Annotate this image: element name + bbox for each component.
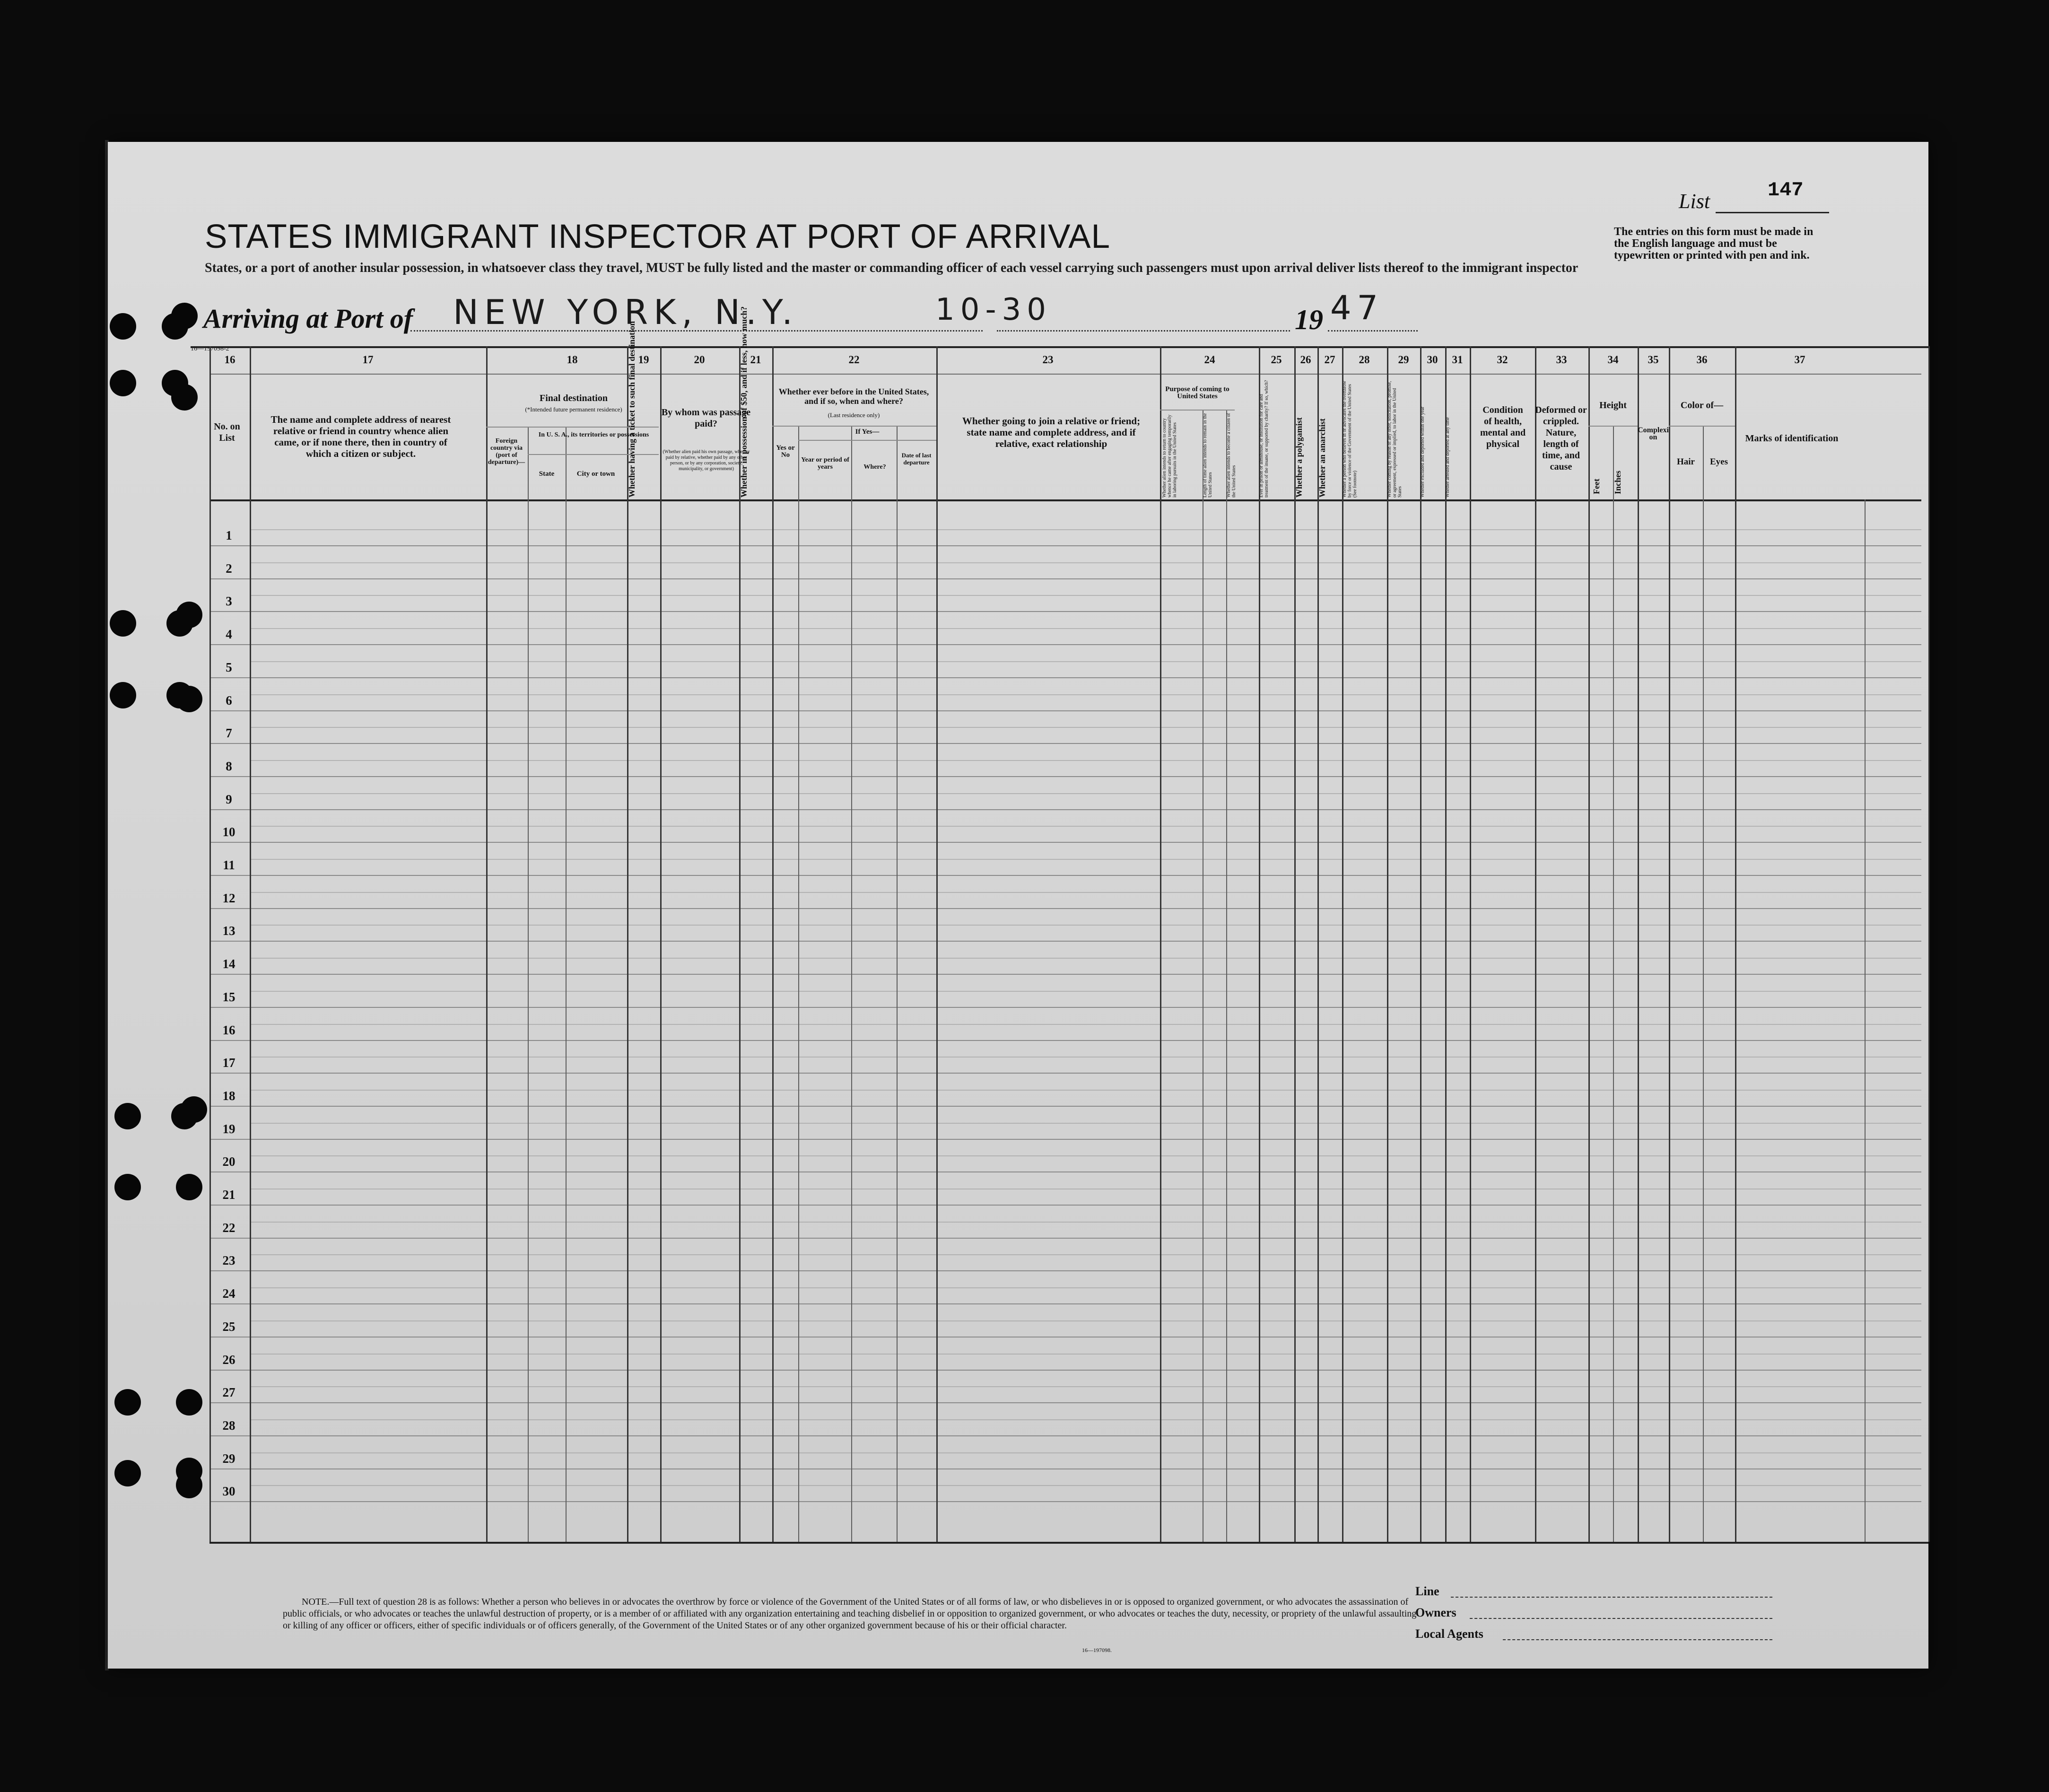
year-line — [1328, 330, 1418, 332]
c22-where: Where? — [863, 463, 886, 471]
row-rule — [209, 809, 1921, 810]
entries-note: The entries on this form must be made in the English language and must be typewritten or printed with pen and ink. — [1614, 226, 1814, 262]
row-subrule — [250, 1354, 1921, 1355]
row-number: 23 — [222, 1253, 235, 1268]
column-number: 34 — [1607, 354, 1619, 366]
table-bottom-rule — [209, 1542, 1928, 1544]
row-subrule — [250, 1485, 1921, 1486]
c24-b: Length of time alien intends to remain in the United States — [1203, 413, 1213, 498]
row-rule — [209, 1435, 1921, 1436]
column-number: 31 — [1452, 354, 1463, 366]
row-subrule — [250, 1386, 1921, 1387]
punch-hole — [110, 610, 136, 637]
column-rule — [1445, 346, 1447, 1542]
row-rule — [209, 611, 1921, 612]
column-number: 23 — [1042, 354, 1054, 366]
row-subrule — [250, 826, 1921, 827]
c20-header: By whom was passage paid? — [661, 407, 751, 429]
c17-header: The name and complete address of nearest relative or friend in country whence alien came, or if none there, then in country of which a citizen or subject. — [270, 414, 451, 459]
column-rule — [1703, 426, 1704, 1542]
c32-header: Condition of health, mental and physical — [1480, 405, 1526, 449]
row-number: 20 — [222, 1154, 235, 1169]
row-number: 29 — [222, 1451, 235, 1466]
row-subrule — [250, 1155, 1921, 1156]
row-number: 17 — [222, 1056, 235, 1070]
row-rule — [209, 545, 1921, 546]
column-rule — [936, 346, 938, 1542]
row-number: 13 — [222, 924, 235, 938]
punch-hole — [114, 1174, 141, 1200]
row-subrule — [250, 793, 1921, 794]
row-subrule — [250, 595, 1921, 596]
c24-subrule — [1160, 410, 1235, 411]
row-number: 11 — [223, 858, 235, 872]
column-number: 28 — [1359, 354, 1370, 366]
row-subrule — [250, 1024, 1921, 1025]
row-subrule — [250, 925, 1921, 926]
row-number: 5 — [226, 660, 232, 674]
punch-hole — [176, 686, 202, 712]
row-subrule — [250, 1254, 1921, 1255]
row-rule — [209, 1139, 1921, 1140]
punch-hole — [176, 1472, 202, 1498]
year-prefix: 19 — [1295, 304, 1323, 335]
row-rule — [209, 1501, 1921, 1502]
c24-c: Whether alien intends to become a citizen of the United States — [1226, 413, 1237, 498]
line-label: Line — [1415, 1584, 1439, 1598]
column-number: 22 — [848, 354, 860, 366]
c18-foreign: Foreign country via (port of departure)— — [488, 437, 525, 466]
row-subrule — [250, 958, 1921, 959]
column-number: 37 — [1794, 354, 1805, 366]
c22-if-yes: If Yes— — [855, 428, 880, 436]
c24-a: Whether alien intends to return to country whence he came after engaging temporarily in laboring pursuits in the United States — [1162, 414, 1177, 498]
c22-yes-no: Yes or No — [776, 444, 795, 459]
row-rule — [209, 941, 1921, 942]
row-rule — [209, 710, 1921, 711]
c37-header: Marks of identification — [1745, 433, 1839, 444]
column-number: 27 — [1324, 354, 1335, 366]
row-subrule — [250, 562, 1921, 563]
column-number: 35 — [1648, 354, 1659, 366]
punch-hole — [114, 1103, 141, 1129]
date-line — [997, 330, 1290, 332]
c22-title: Whether ever before in the United States, and if so, when and where? — [778, 387, 929, 406]
row-rule — [209, 1073, 1921, 1074]
row-number: 7 — [226, 726, 232, 741]
table-top-rule — [191, 346, 1928, 348]
row-rule — [209, 1303, 1921, 1304]
c23-header: Whether going to join a relative or friend; state name and complete address, and if relative, exact relationship — [962, 415, 1141, 449]
row-rule — [209, 1270, 1921, 1271]
column-rule — [897, 426, 898, 1542]
row-number: 22 — [222, 1220, 235, 1235]
column-number: 17 — [362, 354, 374, 366]
column-rule — [1865, 499, 1866, 1542]
row-number: 26 — [222, 1352, 235, 1367]
row-subrule — [250, 1287, 1921, 1288]
column-rule — [1613, 426, 1614, 1542]
c22-ifyes-rule — [798, 440, 936, 441]
row-number: 30 — [222, 1484, 235, 1499]
row-rule — [209, 776, 1921, 777]
row-number: 16 — [222, 1023, 235, 1037]
date-handwritten: 10-30 — [935, 292, 1052, 327]
punch-hole — [110, 682, 136, 708]
column-rule — [1294, 346, 1296, 1542]
row-subrule — [250, 859, 1921, 860]
row-subrule — [250, 529, 1921, 530]
punch-hole — [171, 303, 198, 329]
row-number: 1 — [226, 528, 232, 542]
c18-usa: In U. S. A., its territories or possessions — [538, 431, 649, 438]
c18-title: Final destination — [540, 393, 608, 403]
column-rule — [1735, 346, 1736, 1542]
column-rule — [250, 346, 251, 1542]
row-number: 2 — [226, 561, 232, 576]
row-number: 3 — [226, 594, 232, 609]
punch-hole — [114, 1389, 141, 1416]
agents-field — [1503, 1639, 1772, 1640]
line-field — [1451, 1597, 1772, 1598]
c34-title: Height — [1599, 400, 1627, 411]
c22-date: Date of last departure — [901, 452, 932, 466]
column-rule — [1226, 410, 1227, 1542]
column-number: 18 — [567, 354, 578, 366]
punch-hole — [181, 1096, 207, 1123]
c34-feet: Feet — [1592, 479, 1601, 494]
year-handwritten: 47 — [1330, 288, 1384, 327]
column-rule — [1638, 346, 1639, 1542]
row-rule — [209, 1205, 1921, 1206]
c18-note: (*Intended future permanent residence) — [525, 406, 622, 413]
column-rule — [851, 426, 852, 1542]
footer-code: 16—197098. — [1082, 1647, 1112, 1653]
owners-field — [1470, 1618, 1772, 1619]
c35-header: Complexion — [1638, 426, 1669, 441]
c33-header: Deformed or crippled. Nature, length of time, and cause — [1535, 405, 1587, 472]
row-number: 27 — [222, 1385, 235, 1400]
arriving-label: Arriving at Port of — [203, 303, 413, 334]
column-number: 20 — [694, 354, 705, 366]
column-rule — [1928, 346, 1930, 1542]
row-number: 19 — [222, 1121, 235, 1136]
column-number: 25 — [1271, 354, 1282, 366]
c18-city: City or town — [576, 470, 615, 478]
c27-header: Whether an anarchist — [1317, 418, 1327, 498]
c22-subrule — [772, 426, 936, 427]
column-number: 21 — [750, 354, 761, 366]
column-rule — [798, 426, 799, 1542]
row-rule — [209, 743, 1921, 744]
c26-header: Whether a polygamist — [1294, 417, 1304, 498]
c30-header: Whether excluded and deported within one year — [1420, 406, 1425, 498]
row-rule — [209, 1402, 1921, 1403]
c25-header: Ever in prison or almshouse, or institution for care and treatment of the insane, or supported by charity? If so, which? — [1259, 380, 1269, 498]
column-rule — [566, 427, 567, 1542]
column-rule — [1342, 346, 1343, 1542]
row-subrule — [250, 661, 1921, 662]
punch-hole — [110, 313, 136, 340]
c21-header: Whether in possession of $50, and if less, how much? — [739, 306, 749, 498]
row-number: 10 — [222, 825, 235, 839]
column-number: 19 — [638, 354, 649, 366]
list-number: 147 — [1768, 179, 1804, 201]
c36-eyes: Eyes — [1710, 457, 1728, 467]
row-subrule — [250, 1057, 1921, 1058]
c19-header: Whether having a ticket to such final destination — [627, 321, 636, 498]
column-number: 24 — [1204, 354, 1215, 366]
punch-hole — [171, 384, 198, 411]
c18-state: State — [539, 470, 555, 478]
list-label: List — [1679, 190, 1710, 213]
row-subrule — [250, 1419, 1921, 1420]
column-number: 26 — [1300, 354, 1311, 366]
column-number: 30 — [1427, 354, 1438, 366]
punch-hole — [176, 1389, 202, 1416]
row-number: 9 — [226, 792, 232, 806]
row-rule — [209, 1238, 1921, 1239]
agents-label: Local Agents — [1415, 1627, 1483, 1641]
row-rule — [209, 677, 1921, 678]
c36-subrule — [1669, 426, 1735, 427]
row-rule — [209, 1171, 1921, 1172]
row-number: 14 — [222, 957, 235, 971]
c36-title: Color of— — [1680, 400, 1724, 411]
row-subrule — [250, 628, 1921, 629]
form-subtitle: States, or a port of another insular possession, in whatsoever class they travel, MUST be fully listed and the master or commanding officer of each vessel carrying such passengers must upon arrival deliver lists thereof to the immigrant inspector — [205, 261, 1578, 275]
port-handwritten: NEW YORK, N.Y. — [453, 292, 799, 332]
owners-label: Owners — [1415, 1606, 1456, 1619]
row-number: 12 — [222, 891, 235, 905]
row-number: 25 — [222, 1319, 235, 1334]
column-rule — [209, 346, 211, 1542]
row-subrule — [250, 694, 1921, 695]
row-rule — [209, 875, 1921, 876]
column-rule — [1387, 346, 1388, 1542]
c28-header: Whether a person who believes in or advocates the overthrow by force or violence of the Government of the United States (See footnote) — [1342, 381, 1358, 498]
column-rule — [1317, 346, 1319, 1542]
c20-note: (Whether alien paid his own passage, whether paid by relative, whether paid by any other person, or by any corporation, society, municipality, or government) — [663, 449, 750, 472]
row-number: 15 — [222, 989, 235, 1004]
row-number: 4 — [226, 627, 232, 642]
punch-hole — [114, 1460, 141, 1486]
column-rule — [660, 346, 662, 1542]
row-rule — [209, 1106, 1921, 1107]
manifest-sheet — [108, 142, 1928, 1669]
row-rule — [209, 974, 1921, 975]
c34-subrule — [1588, 426, 1638, 427]
c24-title: Purpose of coming to United States — [1165, 385, 1229, 400]
c16-header: No. on List — [214, 421, 240, 443]
row-rule — [209, 644, 1921, 645]
form-title: STATES IMMIGRANT INSPECTOR AT PORT OF ARRIVAL — [205, 218, 1111, 255]
column-number: 32 — [1497, 354, 1508, 366]
column-rule — [1669, 346, 1670, 1542]
column-rule — [1588, 346, 1590, 1542]
row-subrule — [250, 1320, 1921, 1321]
row-subrule — [250, 727, 1921, 728]
form-code: 16—197098-2 — [191, 345, 229, 352]
column-rule — [1535, 346, 1536, 1542]
column-number: 36 — [1696, 354, 1708, 366]
row-subrule — [250, 892, 1921, 893]
header-bottom-rule — [209, 499, 1921, 501]
row-rule — [209, 842, 1921, 843]
row-subrule — [250, 991, 1921, 992]
column-rule — [1420, 346, 1421, 1542]
column-rule — [627, 346, 628, 1542]
column-rule — [528, 427, 529, 1542]
column-number: 29 — [1398, 354, 1409, 366]
c31-header: Whether arrested and deported at any time — [1445, 417, 1450, 498]
column-number: 16 — [224, 354, 235, 366]
row-number: 6 — [226, 693, 232, 708]
row-rule — [209, 1007, 1921, 1008]
row-subrule — [250, 1452, 1921, 1453]
column-rule — [1259, 346, 1260, 1542]
row-rule — [209, 1040, 1921, 1041]
c29-header: Whether coming by reason of any offer, solicitation, promise, or agreement, expressed or implied, to labor in the United States — [1387, 381, 1403, 498]
row-number: 8 — [226, 759, 232, 773]
row-rule — [209, 1370, 1921, 1371]
row-subrule — [250, 1123, 1921, 1124]
punch-hole — [176, 1174, 202, 1200]
column-rule — [1470, 346, 1471, 1542]
c18-usa-subrule — [528, 454, 659, 455]
c36-hair: Hair — [1677, 457, 1695, 467]
punch-hole — [176, 602, 202, 628]
column-rule — [1160, 346, 1161, 1542]
row-rule — [209, 578, 1921, 579]
column-number-rule — [209, 374, 1921, 375]
column-rule — [772, 346, 774, 1542]
c22-year: Year or period of years — [801, 456, 849, 471]
row-number: 18 — [222, 1088, 235, 1103]
row-subrule — [250, 1090, 1921, 1091]
column-number: 33 — [1556, 354, 1567, 366]
column-rule — [486, 346, 488, 1542]
row-subrule — [250, 760, 1921, 761]
c22-note: (Last residence only) — [828, 411, 880, 419]
punch-hole — [110, 370, 136, 396]
c34-inches: Inches — [1613, 470, 1622, 494]
footnote: NOTE.—Full text of question 28 is as follows: Whether a person who believes in or advocates the overthrow by force or violence of the Government of the United States or of all forms of law, or who disbelieves in or is opposed to organized government, or who advocates the assassination of public officials, or who advocates or teaches the unlawful destruction of property, or is a member of or affiliated with any organization entertaining and teaching disbelief in or opposition to organized government, or who advocates or teaches the duty, necessity, or propriety of the unlawful assaulting or killing of any officer or officers, either of specific individuals or of officers generally, of the Government of the United States or of any other organized government because of his or their official character. — [283, 1597, 1417, 1631]
row-rule — [209, 908, 1921, 909]
row-number: 21 — [222, 1188, 235, 1202]
column-rule — [739, 346, 741, 1542]
row-number: 24 — [222, 1286, 235, 1301]
list-number-line — [1716, 212, 1829, 213]
row-subrule — [250, 1222, 1921, 1223]
row-number: 28 — [222, 1418, 235, 1433]
